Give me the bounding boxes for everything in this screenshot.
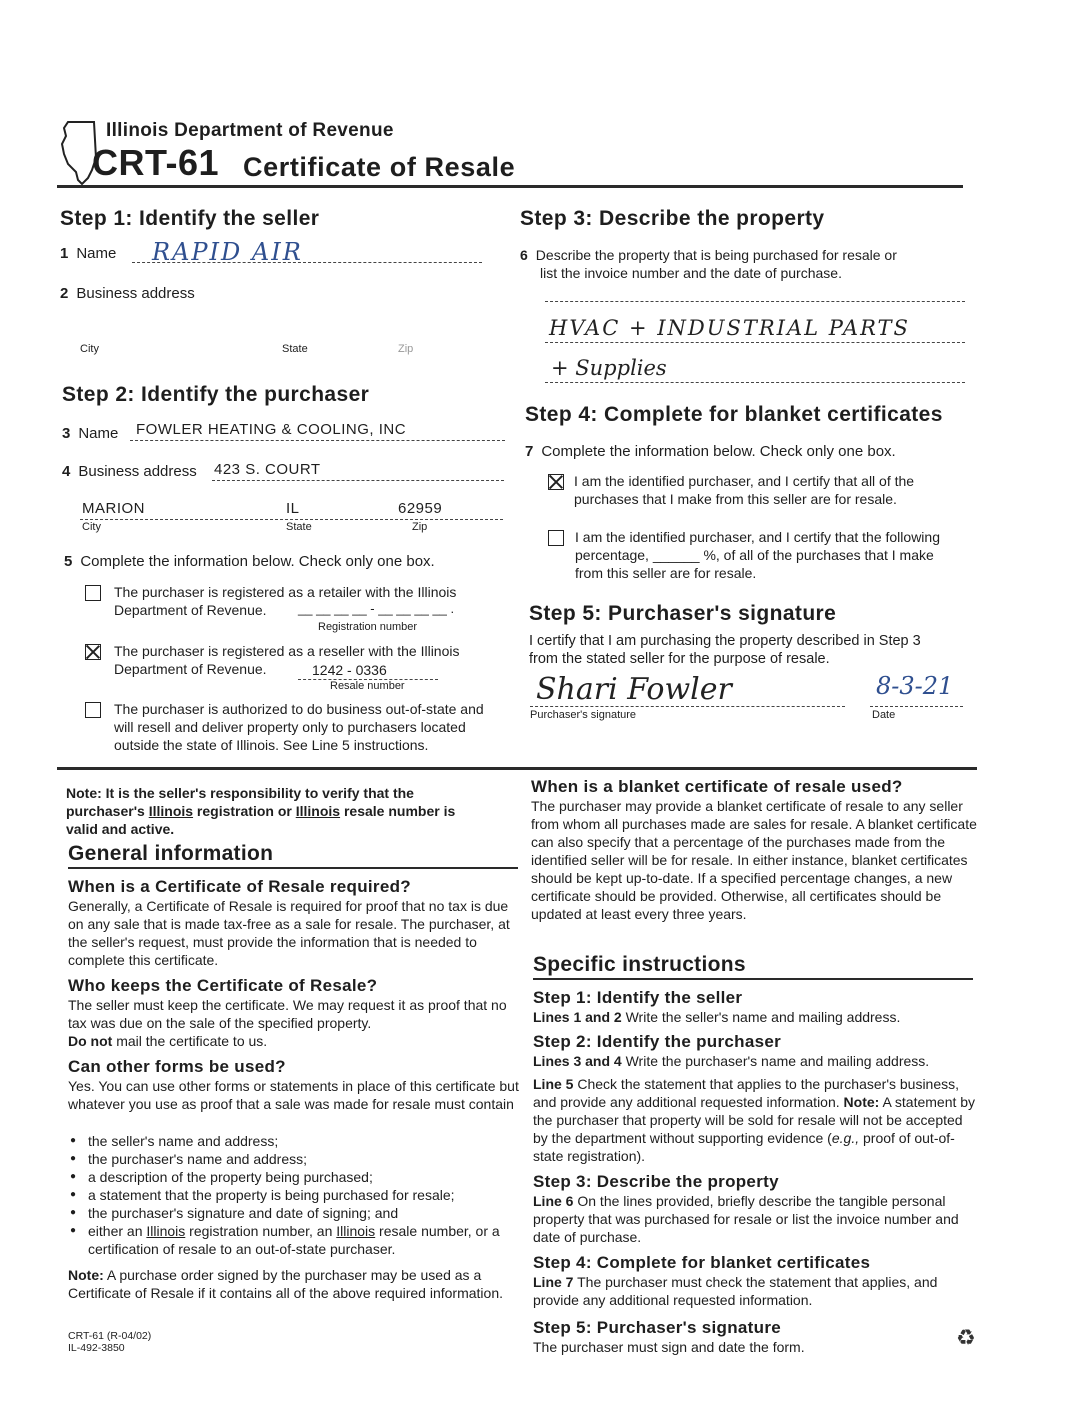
property-line-1[interactable] bbox=[545, 316, 965, 343]
required-contents-list bbox=[68, 1132, 520, 1258]
property-desc-1: HVAC + INDUSTRIAL PARTS bbox=[549, 316, 910, 340]
line2-label: 2 Business address bbox=[60, 285, 195, 302]
date-value: 8-3-21 bbox=[876, 672, 954, 700]
line7-label: 7 Complete the information below. Check only one box. bbox=[525, 443, 896, 460]
seller-responsibility-note: Note: It is the seller's responsibility to verify that the purchaser's Illinois registration or Illinois resale number is valid and active. bbox=[66, 785, 456, 837]
seller-city-state-zip-field[interactable] bbox=[76, 320, 506, 340]
header-rule bbox=[57, 185, 963, 188]
out-of-state-checkbox[interactable] bbox=[85, 702, 101, 718]
instr-step5-heading: Step 5: Purchaser's signature bbox=[533, 1318, 781, 1337]
date-field[interactable] bbox=[870, 672, 963, 707]
instr-step2-text: Lines 3 and 4 Write the purchaser's name and mailing address. bbox=[533, 1053, 930, 1069]
registration-number-field[interactable]: __ __ __ __ - __ __ __ __ . bbox=[298, 601, 455, 616]
instr-step3-text: Line 6 On the lines provided, briefly describe the tangible personal property that was purchased for resale or list the invoice number and date of purchase. bbox=[533, 1193, 959, 1245]
reseller-checkbox[interactable] bbox=[85, 644, 101, 660]
line6-text: 6 Describe the property that is being purchased for resale or list the invoice number and the date of purchase. bbox=[520, 247, 897, 281]
instr-step5-text: The purchaser must sign and date the form. bbox=[533, 1339, 805, 1355]
form-code: CRT-61 bbox=[92, 142, 220, 183]
property-line-blank[interactable] bbox=[545, 300, 965, 302]
instr-step1-heading: Step 1: Identify the seller bbox=[533, 988, 743, 1007]
resale-number-label: Resale number bbox=[330, 680, 405, 692]
purchaser-city-state-zip-field[interactable] bbox=[80, 500, 503, 520]
property-line-2[interactable] bbox=[545, 356, 965, 383]
list-item: ● a description of the property being purchased; bbox=[68, 1168, 520, 1186]
q-who-keeps: Who keeps the Certificate of Resale? bbox=[68, 976, 378, 995]
purchaser-address-field[interactable] bbox=[212, 461, 504, 481]
line4-label: 4 Business address bbox=[62, 463, 197, 480]
signature-label: Purchaser's signature bbox=[530, 709, 637, 721]
instr-step1-text: Lines 1 and 2 Write the seller's name and mailing address. bbox=[533, 1009, 901, 1025]
form-title: Certificate of Resale bbox=[243, 152, 516, 182]
purchaser-name-field[interactable] bbox=[130, 421, 505, 441]
purchaser-signature-field[interactable] bbox=[530, 672, 845, 707]
specific-instructions-heading: Specific instructions bbox=[533, 953, 973, 980]
instr-step2-heading: Step 2: Identify the purchaser bbox=[533, 1032, 781, 1051]
step1-heading: Step 1: Identify the seller bbox=[60, 207, 320, 230]
agency-name: Illinois Department of Revenue bbox=[106, 120, 394, 141]
date-label: Date bbox=[872, 709, 896, 721]
resale-number-field[interactable] bbox=[298, 662, 438, 680]
seller-name-field[interactable] bbox=[132, 238, 482, 266]
list-item: ● the seller's name and address; bbox=[68, 1132, 520, 1150]
instr-step3-heading: Step 3: Describe the property bbox=[533, 1172, 779, 1191]
purchase-order-note: Note: A purchase order signed by the purchaser may be used as a Certificate of Resale if it contains all of the above required information. bbox=[68, 1267, 504, 1301]
reseller-option-text: The purchaser is registered as a reseller with the Illinois Department of Revenue. bbox=[114, 643, 460, 677]
q-blanket-used: When is a blanket certificate of resale used? bbox=[531, 777, 903, 796]
step5-certify-text: I certify that I am purchasing the property described in Step 3 from the stated seller for the purpose of resale. bbox=[529, 633, 921, 667]
section-divider bbox=[57, 767, 977, 770]
line5-label: 5 Complete the information below. Check only one box. bbox=[64, 553, 435, 570]
purchaser-state-label: State bbox=[286, 521, 312, 533]
signature-value: Shari Fowler bbox=[536, 672, 732, 707]
step2-heading: Step 2: Identify the purchaser bbox=[62, 383, 370, 406]
seller-state-label: State bbox=[282, 343, 308, 355]
recycle-icon: ♻ bbox=[956, 1325, 976, 1350]
retailer-checkbox[interactable] bbox=[85, 585, 101, 601]
out-of-state-option-text: The purchaser is authorized to do business out-of-state and will resell and deliver property only to purchasers located outside the state of Illinois. See Line 5 instructions. bbox=[114, 701, 484, 753]
line3-label: 3 Name bbox=[62, 425, 119, 442]
resale-number-value: 1242 - 0336 bbox=[312, 662, 387, 678]
line1-label: 1 Name bbox=[60, 245, 117, 262]
a-blanket-used: The purchaser may provide a blanket certificate of resale to any seller from whom all purchases made are sales for resale. A blanket certificate can also specify that a percentage of the purchases made from the identified seller will be for resale. In either instance, blanket certificates should be kept up-to-date. If a specified percentage changes, a new certificate should be provided. Otherwise, all certificates should be updated at least every three years. bbox=[531, 798, 977, 922]
purchaser-zip-label: Zip bbox=[412, 521, 428, 533]
blanket-all-checkbox[interactable] bbox=[548, 474, 564, 490]
seller-name-value: RAPID AIR bbox=[152, 238, 303, 266]
list-item: ● a statement that the property is being purchased for resale; bbox=[68, 1186, 520, 1204]
seller-zip-label: Zip bbox=[398, 343, 414, 355]
a-when-required: Generally, a Certificate of Resale is required for proof that no tax is due on any sale that is made tax-free as a sale for resale. The purchaser, at the seller's request, must provide the information that is needed to complete this certificate. bbox=[68, 898, 510, 968]
form-footer-id: CRT-61 (R-04/02) IL-492-3850 bbox=[68, 1330, 152, 1354]
seller-city-label: City bbox=[80, 343, 99, 355]
step3-heading: Step 3: Describe the property bbox=[520, 207, 825, 230]
list-item: ● the purchaser's name and address; bbox=[68, 1150, 520, 1168]
list-item: ● the purchaser's signature and date of signing; and bbox=[68, 1204, 520, 1222]
seller-address-field[interactable] bbox=[220, 300, 505, 301]
registration-number-label: Registration number bbox=[318, 621, 418, 633]
purchaser-state-value: IL bbox=[286, 500, 300, 517]
instr-step4-heading: Step 4: Complete for blanket certificates bbox=[533, 1253, 871, 1272]
instr-step4-text: Line 7 The purchaser must check the statement that applies, and provide any additional requested information. bbox=[533, 1274, 938, 1308]
property-desc-2: + Supplies bbox=[551, 356, 667, 380]
a-who-keeps: The seller must keep the certificate. We may request it as proof that no tax was due on the sale of the specified property. Do not mail the certificate to us. bbox=[68, 997, 507, 1049]
step4-heading: Step 4: Complete for blanket certificates bbox=[525, 403, 943, 426]
blanket-all-text: I am the identified purchaser, and I certify that all of the purchases that I make from this seller are for resale. bbox=[574, 473, 915, 507]
q-when-required: When is a Certificate of Resale required? bbox=[68, 877, 411, 896]
instr-line5-text: Line 5 Check the statement that applies to the purchaser's business, and provide any additional requested information. Note: A statement by the purchaser that property will be sold for resale will not be accepted by the department without supporting evidence (e.g., proof of out-of-state registration). bbox=[533, 1076, 976, 1164]
purchaser-zip-value: 62959 bbox=[398, 500, 443, 517]
list-item: ● either an Illinois registration number, an Illinois resale number, or a certification of resale to an out-of-state purchaser. bbox=[68, 1222, 520, 1258]
purchaser-address-value: 423 S. COURT bbox=[214, 461, 321, 478]
a-other-forms: Yes. You can use other forms or statements in place of this certificate but whatever you use as proof that a sale was made for resale must contain bbox=[68, 1078, 519, 1112]
retailer-option-text: The purchaser is registered as a retailer with the Illinois Department of Revenue. bbox=[114, 584, 457, 618]
purchaser-city-label: City bbox=[82, 521, 101, 533]
step5-heading: Step 5: Purchaser's signature bbox=[529, 602, 837, 625]
purchaser-name-value: FOWLER HEATING & COOLING, INC bbox=[136, 421, 407, 438]
q-other-forms: Can other forms be used? bbox=[68, 1057, 286, 1076]
blanket-percentage-checkbox[interactable] bbox=[548, 530, 564, 546]
general-info-heading: General information bbox=[68, 842, 518, 869]
purchaser-city-value: MARION bbox=[82, 500, 145, 517]
blanket-percentage-text: I am the identified purchaser, and I certify that the following percentage, ______ %, of all of the purchases that I make from this seller are for resale. bbox=[575, 529, 940, 581]
